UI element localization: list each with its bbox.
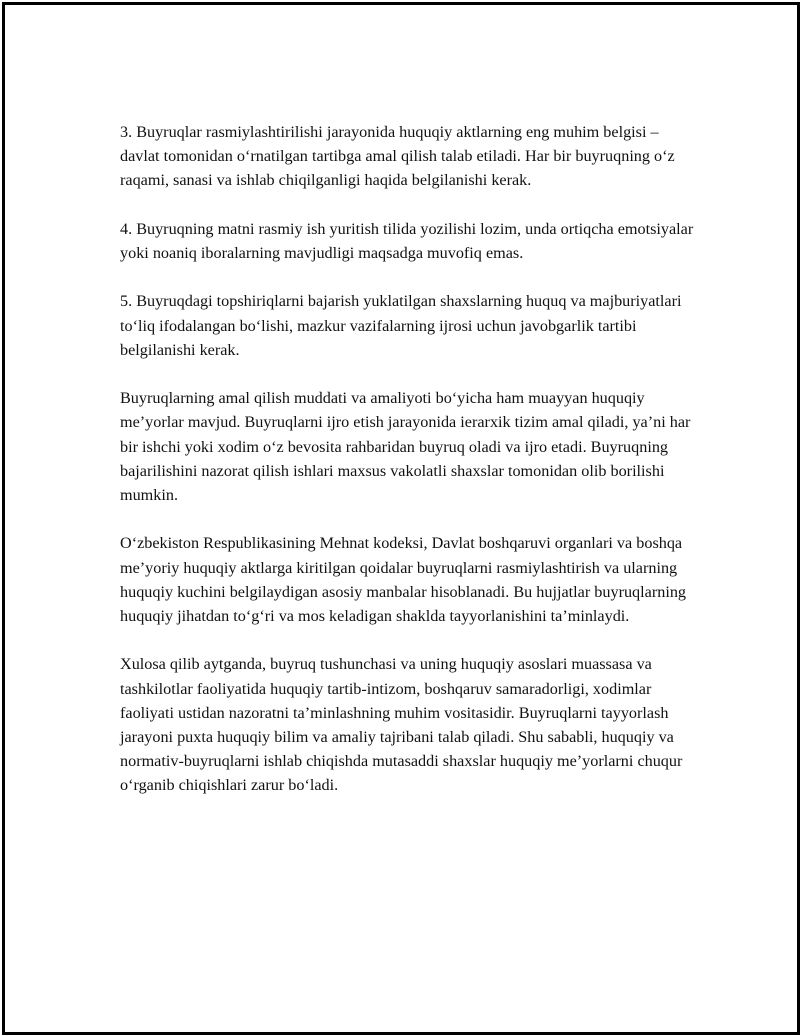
document-body bbox=[120, 120, 695, 822]
paragraph-item-4: 4. Buyruqning matni rasmiy ish yuritish tilida yozilishi lozim, unda ortiqcha emotsiyalar yoki noaniq iboralarning mavjudligi maqsadga muvofiq emas. bbox=[120, 219, 694, 262]
paragraph-legal-sources: Oʻzbekiston Respublikasining Mehnat kodeksi, Davlat boshqaruvi organlari va boshqa me’yoriy huquqiy aktlarga kiritilgan qoidalar buyruqlarni rasmiylashtirish va ularning huquqiy kuchini belgilaydigan asosiy manbalar hisoblanadi. Bu hujjatlar buyruqlarning huquqiy jihatdan toʻgʻri va mos keladigan shaklda tayyorlanishini ta’minlaydi. bbox=[120, 534, 687, 625]
page-frame bbox=[2, 2, 800, 1035]
paragraph-item-3: 3. Buyruqlar rasmiylashtirilishi jarayonida huquqiy aktlarning eng muhim belgisi – davlat tomonidan oʻrnatilgan tartibga amal qilish talab etiladi. Har bir buyruqning oʻz raqami, sanasi va ishlab chiqilganligi haqida belgilanishi kerak. bbox=[120, 123, 675, 190]
paragraph-conclusion: Xulosa qilib aytganda, buyruq tushunchasi va uning huquqiy asoslari muassasa va tashkilotlar faoliyatida huquqiy tartib-intizom, boshqaruv samaradorligi, xodimlar faoliyati ustidan nazoratni ta’minlashning muhim vositasidir. Buyruqlarni tayyorlash jarayoni puxta huquqiy bilim va amaliy tajribani talab qiladi. Shu sababli, huquqiy va normativ-buyruqlarni ishlab chiqishda mutasaddi shaxslar huquqiy me’yorlarni chuqur oʻrganib chiqishlari zarur boʻladi. bbox=[120, 655, 683, 795]
paragraph-validity: Buyruqlarning amal qilish muddati va amaliyoti boʻyicha ham muayyan huquqiy me’yorlar mavjud. Buyruqlarni ijro etish jarayonida ierarxik tizim amal qiladi, ya’ni har bir ishchi yoki xodim oʻz bevosita rahbaridan buyruq oladi va ijro etadi. Buyruqning bajarilishini nazorat qilish ishlari maxsus vakolatli shaxslar tomonidan olib borilishi mumkin. bbox=[120, 389, 691, 504]
paragraph-item-5: 5. Buyruqdagi topshiriqlarni bajarish yuklatilgan shaxslarning huquq va majburiyatlari toʻliq ifodalangan boʻlishi, mazkur vazifalarning ijrosi uchun javobgarlik tartibi belgilanishi kerak. bbox=[120, 292, 682, 359]
